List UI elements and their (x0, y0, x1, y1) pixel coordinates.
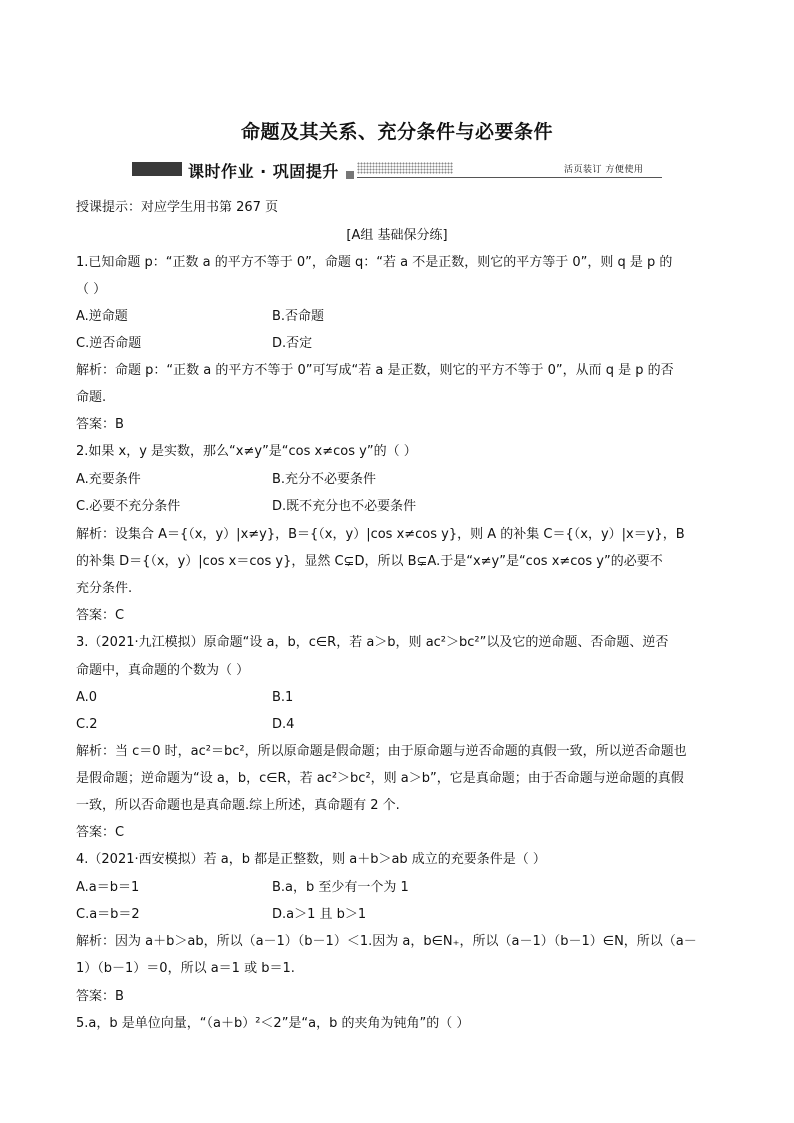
q4-option-c: C.a＝b＝2 (76, 907, 140, 922)
banner-heading: 课时作业 · 巩固提升 (188, 162, 339, 181)
q4-answer: 答案：B (76, 989, 124, 1004)
q1-solution-line1: 解析：命题 p：“正数 a 的平方不等于 0”可写成“若 a 是正数，则它的平方不等于 0”，从而 q 是 p 的否 (76, 363, 674, 378)
banner-block (132, 162, 182, 176)
banner-dot-pattern (357, 162, 453, 174)
q2-solution-line3: 充分条件. (76, 581, 133, 596)
q3-option-c: C.2 (76, 717, 98, 732)
page-title: 命题及其关系、充分条件与必要条件 (240, 121, 553, 143)
q4-option-d: D.a＞1 且 b＞1 (272, 907, 367, 922)
q2-stem: 2.如果 x，y 是实数，那么“x≠y”是“cos x≠cos y”的（ ） (76, 444, 417, 459)
q1-answer: 答案：B (76, 417, 124, 432)
q1-stem-line2: （ ） (76, 282, 107, 297)
q3-answer: 答案：C (76, 825, 125, 840)
teaching-hint: 授课提示：对应学生用书第 267 页 (76, 200, 279, 215)
q3-option-b: B.1 (272, 690, 294, 705)
q2-option-b: B.充分不必要条件 (272, 472, 377, 487)
section-banner (120, 158, 665, 180)
q3-solution-line1: 解析：当 c＝0 时，ac²＝bc²，所以原命题是假命题；由于原命题与逆否命题的真假一致，所以逆否命题也 (76, 744, 687, 759)
q3-stem-line1: 3.（2021·九江模拟）原命题“设 a，b，c∈R，若 a＞b，则 ac²＞bc²”以及它的逆命题、否命题、逆否 (76, 635, 669, 650)
q2-solution-line2: 的补集 D＝{（x，y）|cos x＝cos y}，显然 C⊊D，所以 B⊊A.于是“x≠y”是“cos x≠cos y”的必要不 (76, 554, 663, 569)
q3-option-d: D.4 (272, 717, 295, 732)
q1-solution-line2: 命题. (76, 390, 107, 405)
q2-option-d: D.既不充分也不必要条件 (272, 499, 417, 514)
q2-option-a: A.充要条件 (76, 472, 141, 487)
q4-option-b: B.a，b 至少有一个为 1 (272, 880, 409, 895)
q4-solution-line1: 解析：因为 a＋b＞ab，所以（a－1）（b－1）＜1.因为 a，b∈N₊，所以（a－1）（b－1）∈N，所以（a－ (76, 934, 697, 949)
q2-solution-line1: 解析：设集合 A＝{（x，y）|x≠y}，B＝{（x，y）|cos x≠cos y}，则 A 的补集 C＝{（x，y）|x＝y}，B (76, 527, 685, 542)
banner-square (346, 171, 354, 179)
q2-answer: 答案：C (76, 608, 125, 623)
q3-solution-line2: 是假命题；逆命题为“设 a，b，c∈R，若 ac²＞bc²，则 a＞b”，它是真命题；由于否命题与逆命题的真假 (76, 771, 684, 786)
banner-rule (357, 177, 662, 178)
q4-solution-line2: 1）（b－1）＝0，所以 a＝1 或 b＝1. (76, 961, 295, 976)
q1-option-c: C.逆否命题 (76, 336, 142, 351)
q2-option-c: C.必要不充分条件 (76, 499, 181, 514)
banner-note: 活页装订 方便使用 (564, 165, 644, 175)
q3-solution-line3: 一致，所以否命题也是真命题.综上所述，真命题有 2 个. (76, 798, 400, 813)
group-heading: [A组 基础保分练] (346, 228, 448, 243)
q1-option-a: A.逆命题 (76, 309, 128, 324)
q1-option-d: D.否定 (272, 336, 313, 351)
q4-stem: 4.（2021·西安模拟）若 a，b 都是正整数，则 a＋b＞ab 成立的充要条件是（ ） (76, 852, 546, 867)
q3-option-a: A.0 (76, 690, 98, 705)
q1-option-b: B.否命题 (272, 309, 325, 324)
q1-stem-line1: 1.已知命题 p：“正数 a 的平方不等于 0”，命题 q：“若 a 不是正数，则它的平方等于 0”，则 q 是 p 的 (76, 255, 673, 270)
q5-stem: 5.a，b 是单位向量，“（a＋b）²＜2”是“a，b 的夹角为钝角”的（ ） (76, 1016, 470, 1031)
q3-stem-line2: 命题中，真命题的个数为（ ） (76, 663, 250, 678)
q4-option-a: A.a＝b＝1 (76, 880, 140, 895)
